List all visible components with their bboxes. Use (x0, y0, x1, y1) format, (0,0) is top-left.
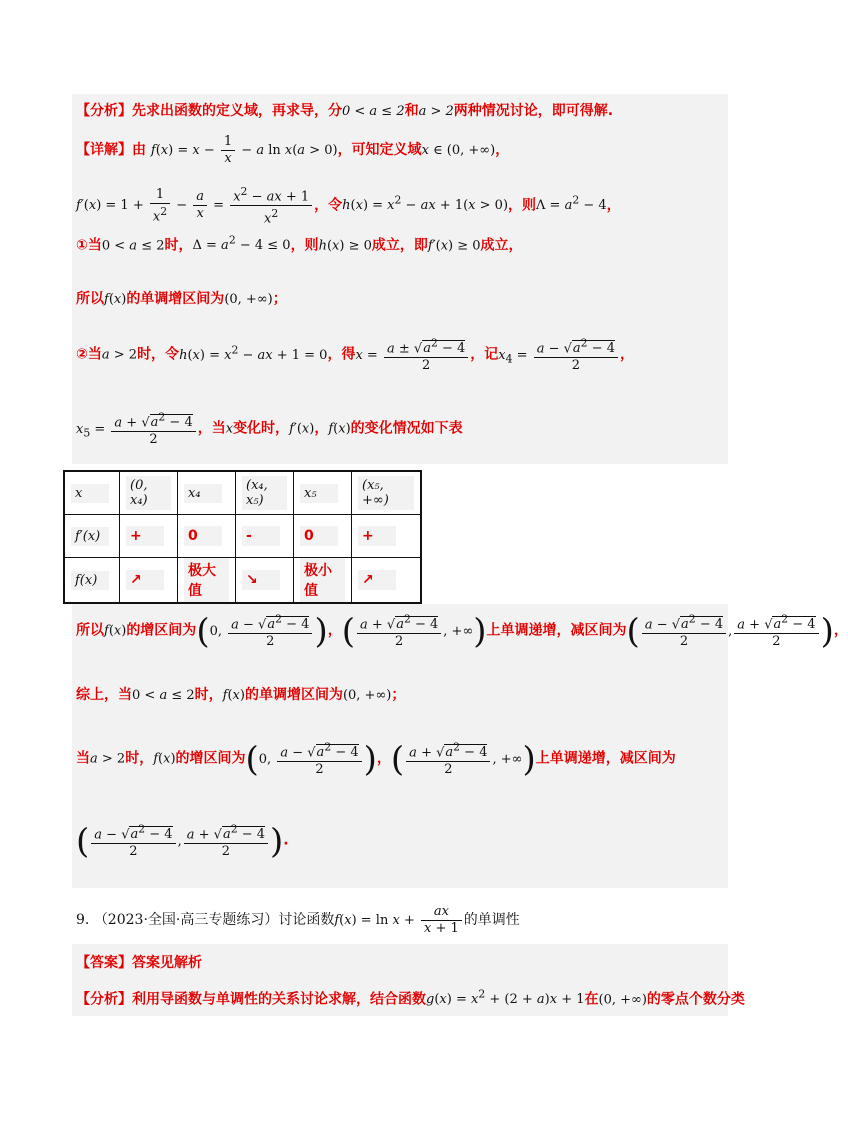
math-case-1: 0 < a ≤ 2 (342, 104, 405, 119)
derivative-line: f′(x) = 1 + $\frac{1}{x^2}$ − $\frac{a}{x}$ = $\frac{x^2 - ax + 1}{x^2}$ ，令$h(x) = x^2$ − ax + 1(x > 0)，则$\Lambda = a^2 - 4$， (76, 185, 621, 227)
variation-table (63, 470, 422, 604)
case2-line: ②当a > 2时，令$h(x) = x^2$ − ax + 1 = 0，得x = $\frac{a \pm √a^2 - 4}{2}$ ，记$x_4$ = $\frac{a - √a^2 - 4}{2}$ ， (76, 337, 634, 374)
analysis-tag: 【分析】 (76, 103, 132, 119)
h-definition: $h(x) = x^2$ − ax + 1(x > 0) (342, 194, 509, 214)
analysis2-line: 【分析】利用导函数与单调性的关系讨论求解，结合函数$g(x) = x^2 + (2 + a)x + 1$在(0, +∞)的零点个数分类 (76, 988, 745, 1008)
case1-monotone-line: 所以f(x)的单调增区间为(0, +∞)； (76, 291, 287, 307)
discriminant: $\Lambda = a^2 - 4$ (536, 194, 607, 214)
math-case-2: a > 2 (418, 104, 454, 119)
decreasing-interval-line: ( $\frac{a - √a^2 - 4}{2}$ , $\frac{a + √a^2 - 4}{2}$ ). (76, 821, 289, 862)
answer-tag: 【答案】 (76, 955, 132, 971)
case1-line: ①当0 < a ≤ 2时，$\Delta = a^2 - 4 \le 0$，则h(x) ≥ 0成立，即f′(x) ≥ 0成立， (76, 234, 523, 254)
domain-math: x ∈ (0, +∞) (421, 143, 496, 158)
question-number: 9. (76, 912, 90, 928)
summary-line: 综上，当0 < a ≤ 2时，f(x)的单调增区间为(0, +∞)； (76, 687, 406, 703)
summary-line-2: 当a > 2时，f(x)的增区间为(0, $\frac{a - √a^2 - 4}{2}$ )，( $\frac{a + √a^2 - 4}{2}$ , +∞)上单调递增，减区间为 (76, 739, 676, 780)
table-row: x (0, x₄) x₄ (x₄, x₅) x₅ (x₅, +∞) (64, 471, 421, 515)
analysis2-tag: 【分析】 (76, 991, 132, 1008)
detail-line: 【详解】由 f(x) = x − $\frac{1}{x}$ − a ln x(a > 0)，可知定义域x ∈ (0, +∞)， (76, 134, 510, 166)
table-row: f(x) ↗ 极大值 ↘ 极小值 ↗ (64, 558, 421, 604)
table-row: f′(x) + 0 - 0 + (64, 515, 421, 558)
intervals-line: 所以f(x)的增区间为(0, $\frac{a - √a^2 - 4}{2}$ )，( $\frac{a + √a^2 - 4}{2}$ , +∞)上单调递增，减区间为( $\frac{a - √a^2 - 4}{2}$ , $\frac{a + √a^2 - 4}{2}$ )， (76, 611, 848, 652)
function-definition: f(x) = x − $\frac{1}{x}$ − a ln x(a > 0) (150, 134, 338, 166)
question-source: （2023·全国·高三专题练习）讨论函数 (93, 912, 335, 928)
detail-tag: 【详解】 (76, 142, 132, 158)
question-9: 9. （2023·全国·高三专题练习）讨论函数f(x) = ln x + $\frac{ax}{x + 1}$ 的单调性 (76, 904, 520, 936)
analysis-line: 【分析】先求出函数的定义域，再求导，分0 < a ≤ 2和a > 2两种情况讨论，即可得解. (76, 103, 614, 119)
derivative-math: f′(x) = 1 + $\frac{1}{x^2}$ − $\frac{a}{x}$ = $\frac{x^2 - ax + 1}{x^2}$ (76, 198, 314, 213)
answer-line: 【答案】答案见解析 (76, 955, 202, 971)
table-intro-line: $x_5$ = $\frac{a + √a^2 - 4}{2}$ ，当x变化时，f′(x)，f(x)的变化情况如下表 (76, 411, 463, 448)
